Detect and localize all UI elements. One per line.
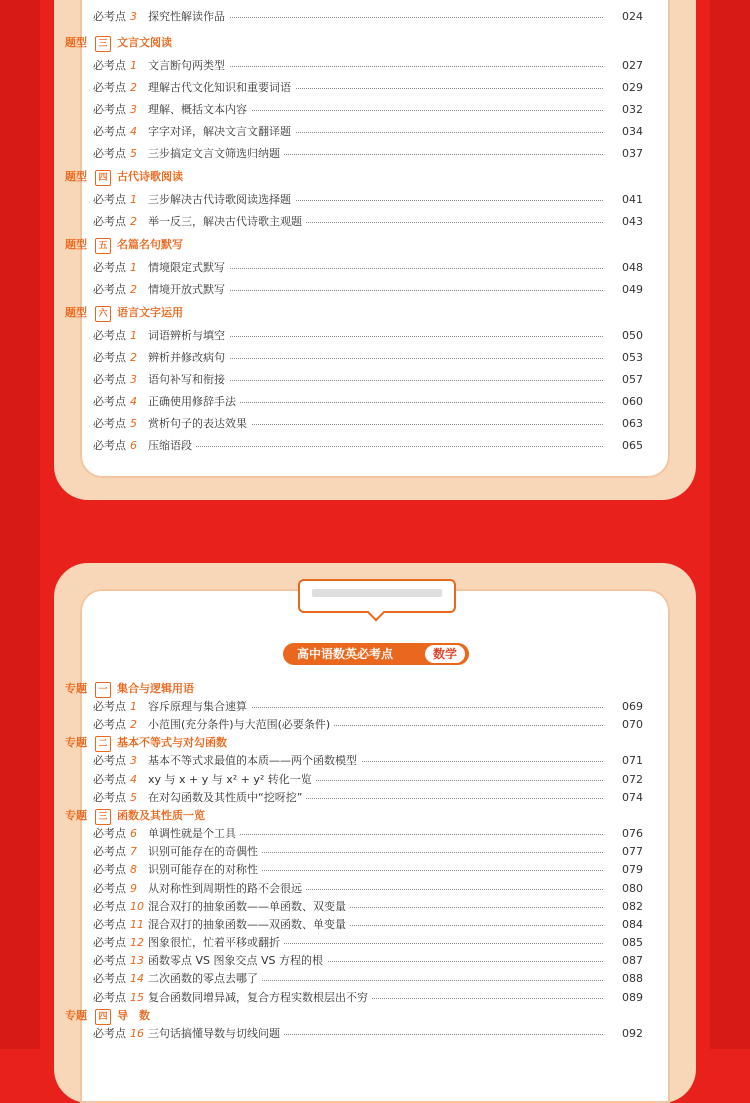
section-title: 语言文字运用	[117, 306, 183, 319]
toc-row-label: 必考点 16	[93, 1026, 144, 1040]
section-number-badge: 四	[95, 1009, 111, 1025]
toc-row-number: 4	[130, 125, 137, 138]
toc-row-number: 2	[130, 351, 137, 364]
toc-row-label: 必考点 3	[93, 754, 137, 768]
toc-row[interactable]	[65, 55, 653, 77]
toc-row[interactable]	[65, 970, 653, 988]
toc-row-number: 9	[130, 881, 137, 895]
toc-row-number: 14	[130, 972, 144, 986]
toc-row-label: 必考点 5	[93, 147, 137, 160]
toc-row[interactable]	[65, 952, 653, 970]
toc-row[interactable]	[65, 77, 653, 99]
toc-row-label: 必考点 1	[93, 59, 137, 72]
toc-row-number: 4	[130, 772, 137, 786]
section-number-badge: 一	[95, 682, 111, 698]
section-type-label: 专题	[65, 682, 87, 695]
toc-row[interactable]	[65, 257, 653, 279]
section-number-badge: 三	[95, 809, 111, 825]
toc-row-label: 必考点 1	[93, 700, 137, 713]
toc-row[interactable]: 必考点 3 探究性解读作品 024	[65, 6, 653, 28]
section-number-badge: 六	[95, 306, 111, 322]
section-type-label: 题型	[65, 306, 87, 319]
toc-row-number: 3	[130, 373, 137, 386]
toc-row[interactable]	[65, 716, 653, 734]
toc-row-title: 文言断句两类型	[148, 55, 229, 77]
toc-row-number: 7	[130, 845, 137, 859]
toc-row-number: 1	[130, 329, 137, 342]
toc-row-number: 15	[130, 990, 144, 1004]
toc-section-header[interactable]	[65, 301, 653, 325]
toc-row[interactable]	[65, 916, 653, 934]
toc-row-page: 087	[622, 954, 643, 968]
section-title: 导 数	[117, 1008, 150, 1022]
clipboard-clip	[298, 579, 456, 613]
toc-row-page: 088	[622, 972, 643, 986]
section-type-label: 题型	[65, 238, 87, 251]
toc-row[interactable]	[65, 880, 653, 898]
toc-row[interactable]	[65, 347, 653, 369]
toc-row-title: 图象很忙，忙着平移或翻折	[148, 934, 284, 952]
section-type-label: 专题	[65, 1008, 87, 1022]
toc-row-page: 082	[622, 899, 643, 913]
toc-section-header[interactable]	[65, 233, 653, 257]
toc-row-title: 字字对译，解决文言文翻译题	[148, 121, 295, 143]
section-title: 函数及其性质一览	[117, 808, 205, 822]
toc-row-page: 079	[622, 863, 643, 877]
section-type-label: 专题	[65, 808, 87, 822]
toc-row-title: 理解、概括文本内容	[148, 99, 251, 121]
toc-row-title: 识别可能存在的奇偶性	[148, 843, 262, 861]
toc-row-page: 065	[622, 439, 643, 452]
toc-section-header[interactable]	[65, 31, 653, 55]
toc-row-title: 情境开放式默写	[148, 279, 229, 301]
toc-row-label: 必考点 6	[93, 826, 137, 840]
banner-subject: 数学	[425, 645, 465, 663]
toc-row-title: 举一反三，解决古代诗歌主观题	[148, 211, 306, 233]
toc-row-title: 识别可能存在的对称性	[148, 861, 262, 879]
toc-row-page: 027	[622, 59, 643, 72]
toc-row[interactable]	[65, 211, 653, 233]
toc-row-title: 词语辨析与填空	[148, 325, 229, 347]
toc-row[interactable]	[65, 369, 653, 391]
section-title: 名篇名句默写	[117, 238, 183, 251]
toc-row-number: 13	[130, 954, 144, 968]
toc-row[interactable]	[65, 825, 653, 843]
toc-row-number: 5	[130, 147, 137, 160]
banner-title: 高中语数英必考点	[297, 647, 394, 661]
toc-row-title: 正确使用修辞手法	[148, 391, 240, 413]
toc-row-title: 复合函数同增异减，复合方程实数根层出不穷	[148, 989, 372, 1007]
dotted-leader	[155, 446, 603, 447]
toc-row[interactable]	[65, 99, 653, 121]
toc-section-header[interactable]	[65, 165, 653, 189]
toc-row-title: 理解古代文化知识和重要词语	[148, 77, 295, 99]
toc-row-number: 16	[130, 1026, 144, 1040]
section-number-badge: 五	[95, 238, 111, 254]
toc-row-title: 辨析并修改病句	[148, 347, 229, 369]
toc-row-label: 必考点 6	[93, 439, 137, 452]
toc-row-page: 069	[622, 700, 643, 713]
toc-row-page: 029	[622, 81, 643, 94]
toc-row[interactable]	[65, 789, 653, 807]
toc-row-title: 基本不等式求最值的本质——两个函数模型	[148, 752, 361, 770]
toc-row[interactable]	[65, 413, 653, 435]
toc-row-number: 3	[130, 754, 137, 768]
toc-row[interactable]	[65, 989, 653, 1007]
toc-row-label: 必考点 2	[93, 351, 137, 364]
toc-row-title: 小范围(充分条件)与大范围(必要条件)	[148, 716, 334, 734]
toc-row-title: 探究性解读作品	[148, 6, 229, 28]
toc-row-title: 压缩语段	[148, 435, 196, 457]
toc-row-number: 2	[130, 283, 137, 296]
toc-row-page: 092	[622, 1026, 643, 1040]
toc-row-label: 必考点 2	[93, 81, 137, 94]
toc-row-page: 070	[622, 718, 643, 732]
toc-row-page: 043	[622, 215, 643, 228]
toc-row-label: 必考点 11	[93, 917, 144, 931]
toc-row-page: 049	[622, 283, 643, 296]
toc-row-number: 3	[130, 103, 137, 116]
toc-row-label: 必考点 4	[93, 395, 137, 408]
toc-row-title: 语句补写和衔接	[148, 369, 229, 391]
toc-row-number: 8	[130, 863, 137, 877]
toc-row-label: 必考点 15	[93, 990, 144, 1004]
toc-section-header[interactable]	[65, 1007, 653, 1025]
toc-row[interactable]	[65, 189, 653, 211]
toc-row-page: 085	[622, 936, 643, 950]
toc-row-label: 必考点 2	[93, 215, 137, 228]
toc-row-number: 1	[130, 59, 137, 72]
toc-row-number: 12	[130, 936, 144, 950]
toc-row-page: 077	[622, 845, 643, 859]
toc-row-page: 080	[622, 881, 643, 895]
toc-row-number: 5	[130, 417, 137, 430]
section-number-badge: 四	[95, 170, 111, 186]
toc-row[interactable]	[65, 752, 653, 770]
toc-row-page: 041	[622, 193, 643, 206]
toc-row-title: 三步解决古代诗歌阅读选择题	[148, 189, 295, 211]
section-number-badge: 二	[95, 736, 111, 752]
toc-row-number: 4	[130, 395, 137, 408]
toc-row-page: 089	[622, 990, 643, 1004]
toc-row-number: 10	[130, 899, 144, 913]
toc-row-title: 三句话搞懂导数与切线问题	[148, 1025, 284, 1043]
toc-row[interactable]	[65, 843, 653, 861]
toc-row-title: 从对称性到周期性的路不会很远	[148, 880, 306, 898]
toc-row-label: 必考点 3	[93, 373, 137, 386]
toc-row[interactable]	[65, 143, 653, 165]
section-type-label: 专题	[65, 736, 87, 750]
toc-row-label: 必考点 2	[93, 718, 137, 732]
toc-row-page: 076	[622, 826, 643, 840]
toc-row[interactable]	[65, 325, 653, 347]
toc-row-page: 037	[622, 147, 643, 160]
toc-row-page: 048	[622, 261, 643, 274]
toc-row-page: 063	[622, 417, 643, 430]
section-type-label: 题型	[65, 170, 87, 183]
toc-row[interactable]	[65, 391, 653, 413]
toc-row-label: 必考点 8	[93, 863, 137, 877]
toc-row-page: 072	[622, 772, 643, 786]
toc-row-label: 必考点 1	[93, 329, 137, 342]
toc-row-page: 060	[622, 395, 643, 408]
toc-row[interactable]	[65, 1025, 653, 1043]
toc-row-page: 074	[622, 790, 643, 804]
toc-row-number: 1	[130, 261, 137, 274]
toc-row-page: 032	[622, 103, 643, 116]
toc-row-label: 必考点 14	[93, 972, 144, 986]
toc-row-label: 必考点 2	[93, 283, 137, 296]
section-title: 集合与逻辑用语	[117, 682, 194, 695]
section-title: 基本不等式与对勾函数	[117, 736, 227, 750]
toc-row-page: 024	[622, 10, 643, 23]
toc-row-page: 050	[622, 329, 643, 342]
toc-row-page: 057	[622, 373, 643, 386]
toc-row-title: 混合双打的抽象函数——双函数、单变量	[148, 916, 350, 934]
toc-list-chinese	[65, 6, 653, 28]
toc-row-title: 赏析句子的表达效果	[148, 413, 251, 435]
toc-row[interactable]	[65, 898, 653, 916]
toc-row-label: 必考点 5	[93, 417, 137, 430]
toc-row-page: 053	[622, 351, 643, 364]
toc-section-header[interactable]	[65, 807, 653, 825]
toc-row[interactable]	[65, 121, 653, 143]
toc-row-number: 11	[130, 917, 144, 931]
toc-row-number: 2	[130, 81, 137, 94]
toc-row-number: 1	[130, 700, 137, 713]
toc-row[interactable]	[65, 934, 653, 952]
toc-groups-math	[65, 680, 653, 1043]
toc-row-label: 必考点 1	[93, 193, 137, 206]
toc-row[interactable]	[65, 861, 653, 879]
toc-row-page: 071	[622, 754, 643, 768]
toc-row-number: 1	[130, 193, 137, 206]
toc-row[interactable]	[65, 435, 653, 457]
toc-row-label: 必考点 10	[93, 899, 144, 913]
toc-row[interactable]	[65, 698, 653, 716]
toc-row-title: 混合双打的抽象函数——单函数、双变量	[148, 898, 350, 916]
toc-row-number: 2	[130, 215, 137, 228]
toc-row-label: 必考点 3	[93, 103, 137, 116]
toc-row-title: 单调性就是个工具	[148, 825, 240, 843]
toc-row-number: 2	[130, 718, 137, 732]
toc-row-title: 情境限定式默写	[148, 257, 229, 279]
toc-row-label: 必考点 7	[93, 845, 137, 859]
toc-row-label: 必考点 9	[93, 881, 137, 895]
toc-row-number: 6	[130, 439, 137, 452]
toc-row-title: 三步搞定文言文筛选归纳题	[148, 143, 284, 165]
toc-row-number: 6	[130, 826, 137, 840]
section-type-label: 题型	[65, 36, 87, 49]
toc-row-label: 必考点 12	[93, 936, 144, 950]
toc-row-label: 必考点 4	[93, 125, 137, 138]
toc-row-label: 必考点 13	[93, 954, 144, 968]
toc-row-label: 必考点 4	[93, 772, 137, 786]
toc-row-page: 034	[622, 125, 643, 138]
toc-row-title: 在对勾函数及其性质中“挖呀挖”	[148, 789, 306, 807]
toc-row-page: 084	[622, 917, 643, 931]
toc-row[interactable]	[65, 279, 653, 301]
toc-section-header[interactable]	[65, 680, 653, 698]
section-title: 文言文阅读	[117, 36, 172, 49]
toc-row-title: 二次函数的零点去哪了	[148, 970, 262, 988]
section-title: 古代诗歌阅读	[117, 170, 183, 183]
section-number-badge: 三	[95, 36, 111, 52]
toc-section-header[interactable]	[65, 734, 653, 752]
toc-row-title: 容斥原理与集合速算	[148, 698, 251, 716]
toc-row-label: 必考点 5	[93, 790, 137, 804]
toc-row-label: 必考点 1	[93, 261, 137, 274]
section-banner	[283, 643, 469, 665]
toc-row-number: 5	[130, 790, 137, 804]
toc-row[interactable]	[65, 771, 653, 789]
toc-row-title: xy 与 x + y 与 x² + y² 转化一览	[148, 771, 316, 789]
toc-row-title: 函数零点 VS 图象交点 VS 方程的根	[148, 952, 327, 970]
toc-groups-chinese	[65, 31, 653, 457]
